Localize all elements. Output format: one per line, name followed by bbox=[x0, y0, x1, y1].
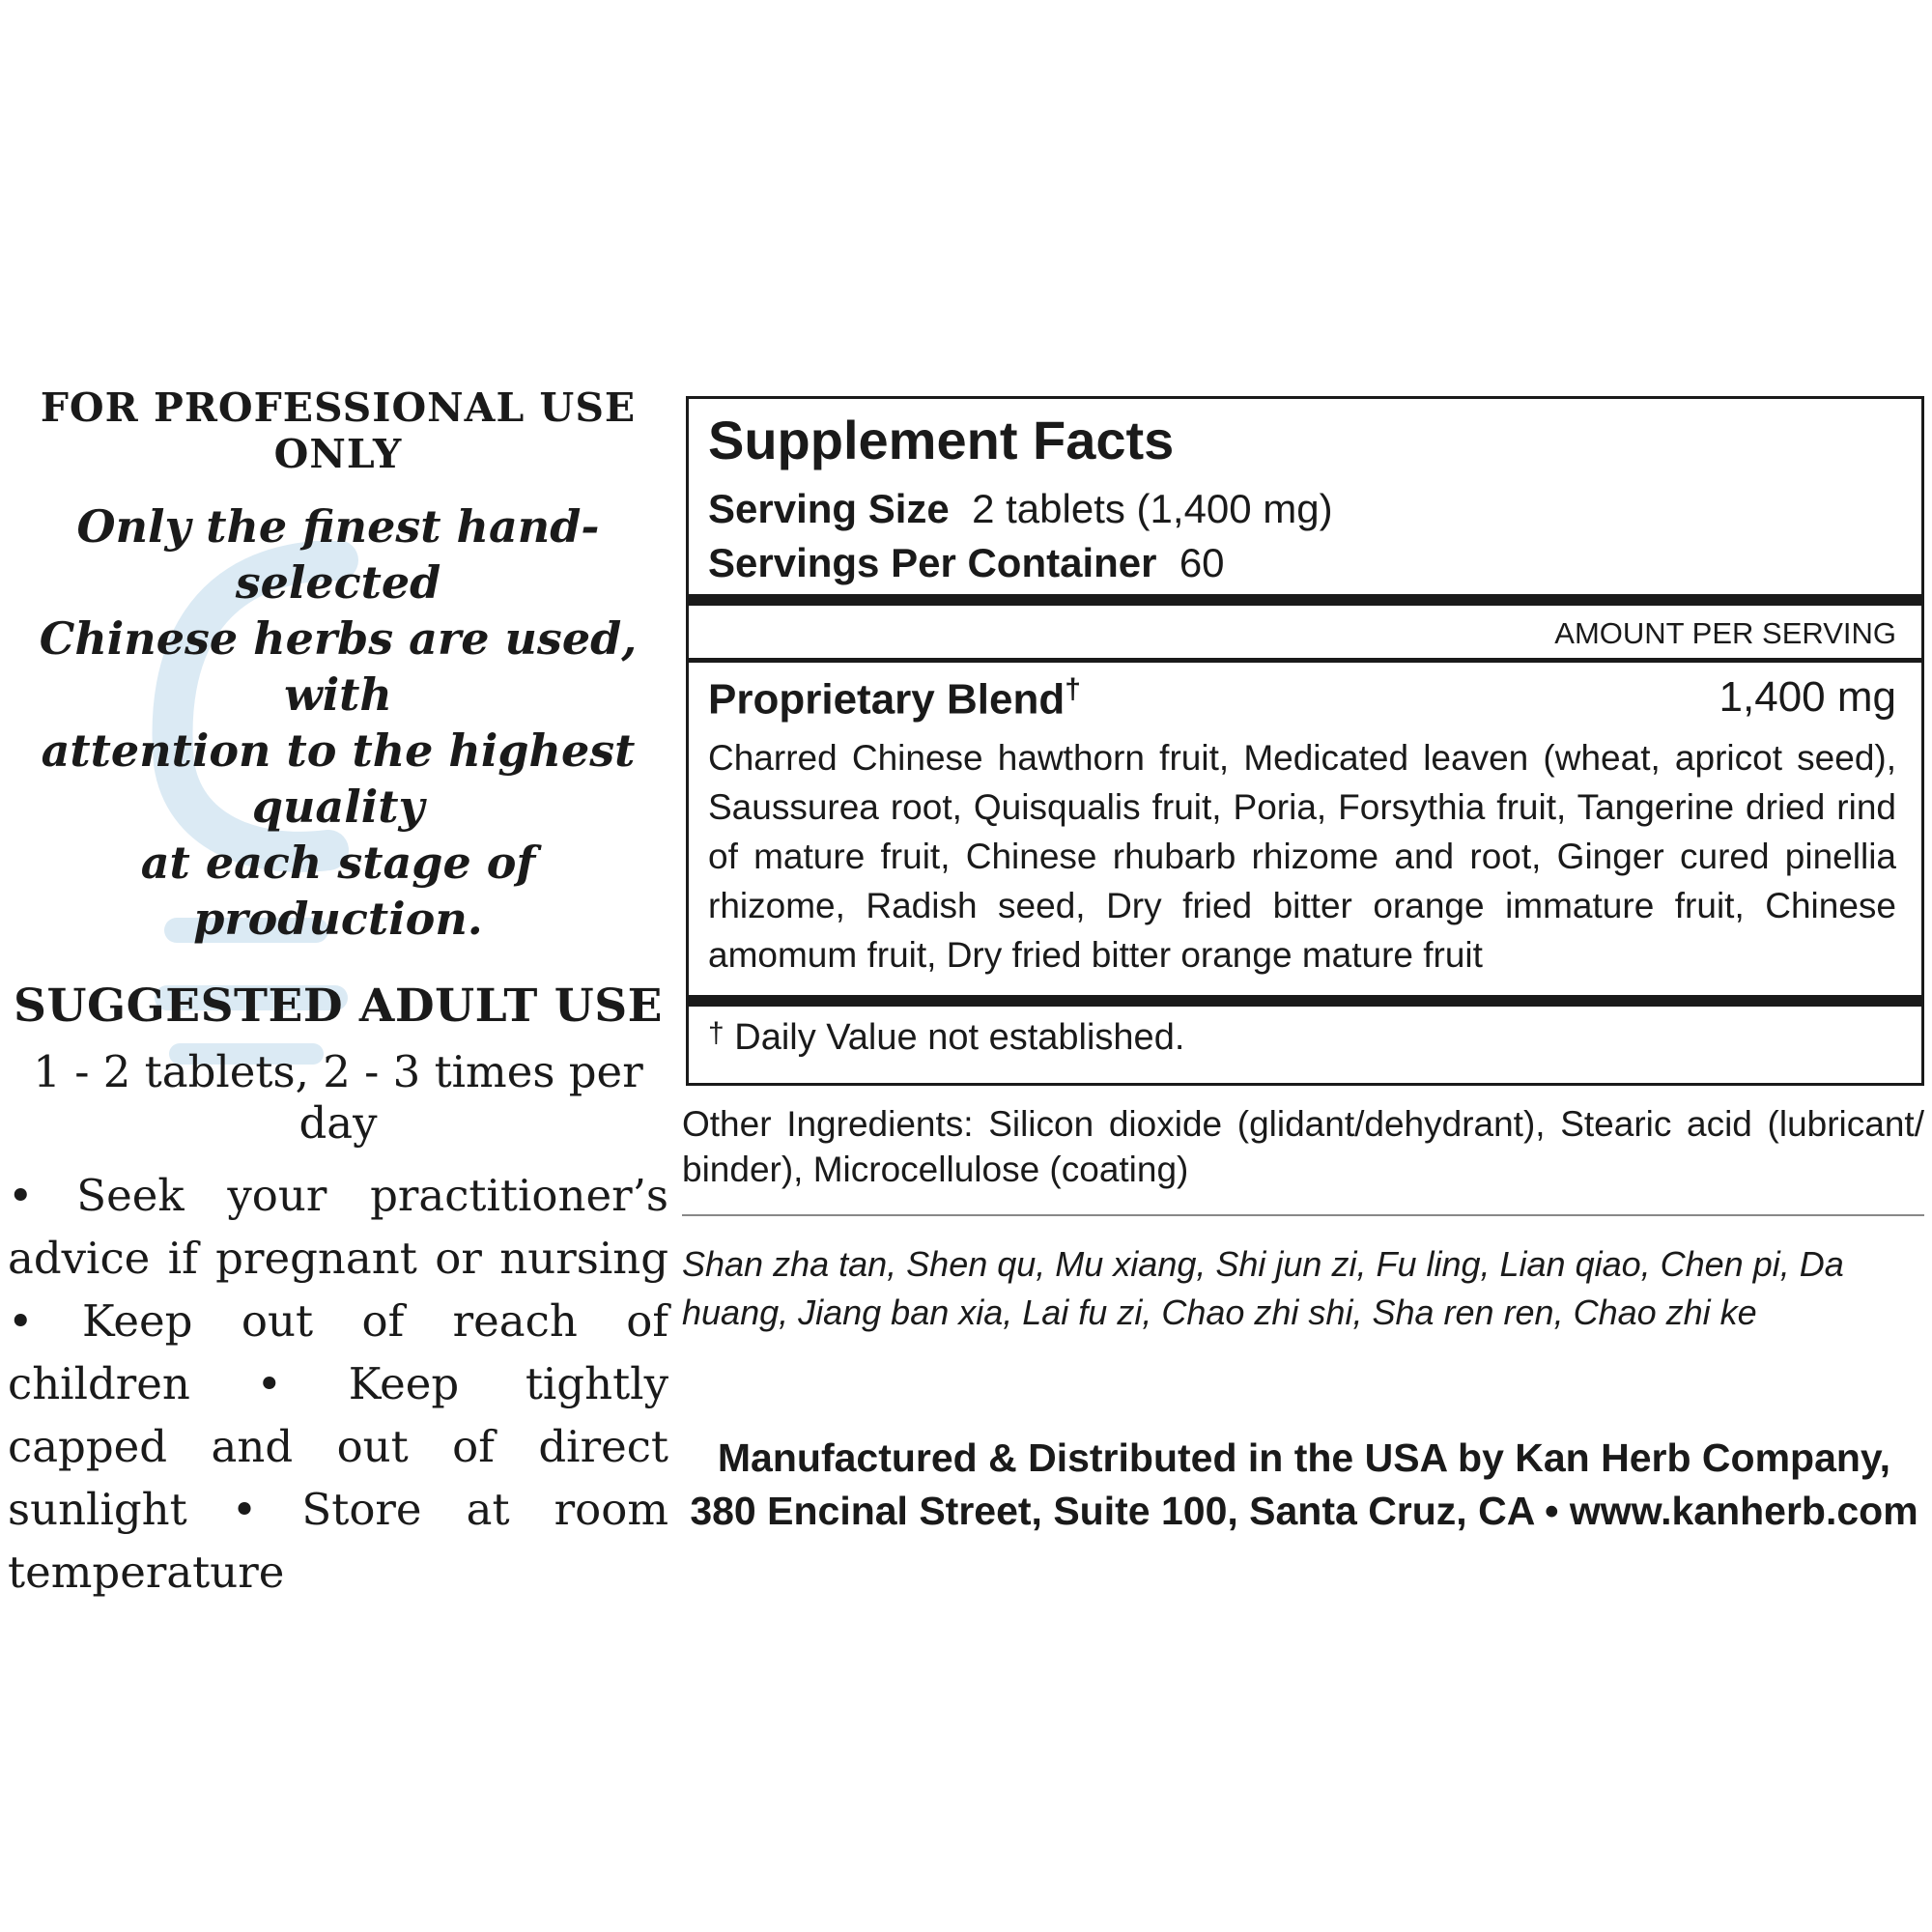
manufacturer-info: Manufactured & Distributed in the USA by Kan Herb Company, 380 Encinal Street, Suite 100, Santa Cruz, CA • www.kanherb.com bbox=[690, 1435, 1918, 1533]
proprietary-blend-label: Proprietary Blend† bbox=[708, 673, 1081, 724]
other-ingredients: Other Ingredients: Silicon dioxide (glidant/dehydrant), Stearic acid (lubricant/ binder), Microcellulose (coating) bbox=[682, 1104, 1924, 1189]
supplement-facts-panel bbox=[686, 396, 1924, 1086]
divider bbox=[689, 658, 1921, 663]
thick-divider bbox=[689, 594, 1921, 606]
suggested-use-heading: SUGGESTED ADULT USE bbox=[14, 980, 663, 1033]
professional-use-heading: FOR PROFESSIONAL USE ONLY bbox=[40, 384, 637, 477]
facts-title: Supplement Facts bbox=[708, 410, 1175, 470]
thick-divider bbox=[689, 995, 1921, 1007]
thin-divider bbox=[682, 1214, 1924, 1216]
servings-per-container-row: Servings Per Container 60 bbox=[708, 540, 1225, 585]
dosage-text: 1 - 2 tablets, 2 - 3 times per day bbox=[33, 1046, 643, 1149]
pinyin-names: Shan zha tan, Shen qu, Mu xiang, Shi jun zi, Fu ling, Lian qiao, Chen pi, Da huang, Jiang ban xia, Lai fu zi, Chao zhi shi, Sha ren ren, Chao zhi ke bbox=[682, 1244, 1844, 1332]
left-column bbox=[8, 384, 668, 1604]
warnings-text: • Seek your practitioner’s advice if pregnant or nursing • Keep out of reach of children • Keep tightly capped and out of direct sunlight • Store at room temperature bbox=[8, 1170, 668, 1598]
daily-value-footnote: † Daily Value not established. bbox=[708, 1017, 1185, 1058]
dagger-mark: † bbox=[1065, 673, 1081, 705]
proprietary-blend-amount: 1,400 mg bbox=[1719, 673, 1896, 721]
amount-per-serving-header: AMOUNT PER SERVING bbox=[1554, 616, 1896, 650]
blend-ingredients: Charred Chinese hawthorn fruit, Medicated leaven (wheat, apricot seed), Saussurea root, Quisqualis fruit, Poria, Forsythia fruit, Tangerine dried rind of mature fruit, Chinese rhubarb rhizome and root, Ginger cured pinellia rhizome, Radish seed, Dry fried bitter orange immature fruit, Chinese amomum fruit, Dry fried bitter orange mature fruit bbox=[708, 738, 1896, 975]
serving-size-row: Serving Size 2 tablets (1,400 mg) bbox=[708, 486, 1333, 531]
quality-statement: Only the finest hand-selected Chinese herbs are used, with attention to the highest quality at each stage of production. bbox=[39, 500, 638, 945]
